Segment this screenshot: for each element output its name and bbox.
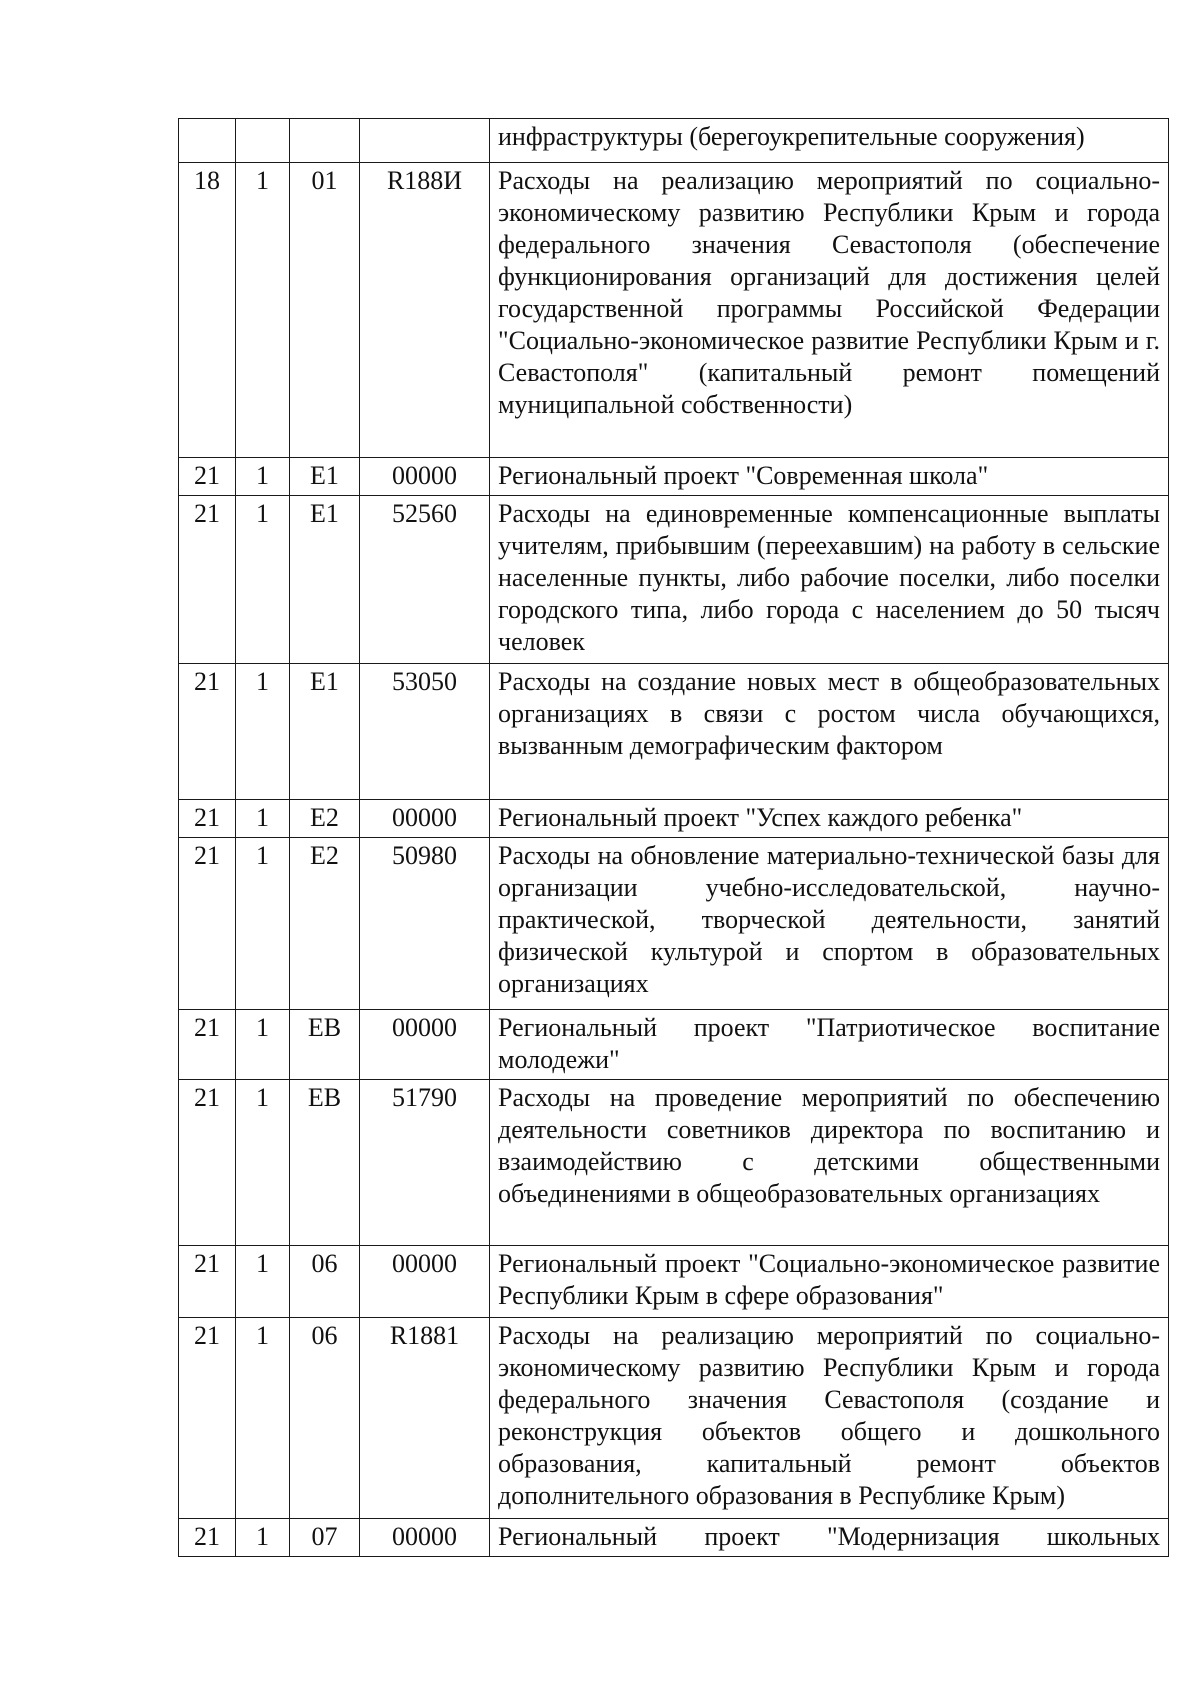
program-code: 18 — [179, 163, 236, 458]
program-code: 21 — [179, 458, 236, 496]
direction-code: E1 — [290, 458, 360, 496]
direction-code: 06 — [290, 1246, 360, 1318]
expense-description: Региональный проект "Успех каждого ребенка" — [490, 800, 1169, 838]
expense-code: R188И — [360, 163, 490, 458]
table-row — [179, 1318, 1169, 1519]
table-row — [179, 1010, 1169, 1080]
expense-description: Региональный проект "Современная школа" — [490, 458, 1169, 496]
program-code: 21 — [179, 664, 236, 800]
direction-code — [290, 119, 360, 163]
budget-classification-table — [178, 118, 1169, 1557]
subprogram-code: 1 — [236, 496, 290, 664]
direction-code: 07 — [290, 1519, 360, 1557]
expense-description: Расходы на создание новых мест в общеобразовательных организациях в связи с ростом числа обучающихся, вызванным демографическим фактором — [490, 664, 1169, 800]
subprogram-code: 1 — [236, 1519, 290, 1557]
expense-code: 00000 — [360, 800, 490, 838]
table-row — [179, 458, 1169, 496]
subprogram-code: 1 — [236, 1246, 290, 1318]
expense-code: 50980 — [360, 838, 490, 1010]
expense-code: 53050 — [360, 664, 490, 800]
table-row — [179, 496, 1169, 664]
document-page — [178, 118, 1168, 1557]
expense-code: 00000 — [360, 1519, 490, 1557]
program-code: 21 — [179, 1010, 236, 1080]
direction-code: E1 — [290, 496, 360, 664]
direction-code: 06 — [290, 1318, 360, 1519]
program-code: 21 — [179, 1318, 236, 1519]
expense-description: Расходы на реализацию мероприятий по социально-экономическому развитию Республики Крым и города федерального значения Севастополя (создание и реконструкция объектов общего и дошкольного образования, капитальный ремонт объектов дополнительного образования в Республике Крым) — [490, 1318, 1169, 1519]
program-code: 21 — [179, 1519, 236, 1557]
subprogram-code: 1 — [236, 1080, 290, 1246]
table-row — [179, 1080, 1169, 1246]
direction-code: EB — [290, 1010, 360, 1080]
direction-code: EB — [290, 1080, 360, 1246]
table-row — [179, 838, 1169, 1010]
expense-description: Региональный проект "Модернизация школьных — [490, 1519, 1169, 1557]
table-row — [179, 163, 1169, 458]
expense-code: 52560 — [360, 496, 490, 664]
subprogram-code: 1 — [236, 800, 290, 838]
table-row — [179, 119, 1169, 163]
subprogram-code: 1 — [236, 458, 290, 496]
expense-code: 00000 — [360, 1010, 490, 1080]
expense-description: Региональный проект "Патриотическое воспитание молодежи" — [490, 1010, 1169, 1080]
direction-code: E1 — [290, 664, 360, 800]
expense-description: Расходы на единовременные компенсационные выплаты учителям, прибывшим (переехавшим) на работу в сельские населенные пункты, либо рабочие поселки, либо поселки городского типа, либо города с населением до 50 тысяч человек — [490, 496, 1169, 664]
program-code: 21 — [179, 838, 236, 1010]
expense-description: Расходы на проведение мероприятий по обеспечению деятельности советников директора по воспитанию и взаимодействию с детскими общественными объединениями в общеобразовательных организациях — [490, 1080, 1169, 1246]
expense-code: 00000 — [360, 458, 490, 496]
subprogram-code: 1 — [236, 1010, 290, 1080]
expense-description: Расходы на реализацию мероприятий по социально-экономическому развитию Республики Крым и города федерального значения Севастополя (обеспечение функционирования организаций для достижения целей государственной программы Российской Федерации "Социально-экономическое развитие Республики Крым и г. Севастополя" (капитальный ремонт помещений муниципальной собственности) — [490, 163, 1169, 458]
expense-code: 51790 — [360, 1080, 490, 1246]
program-code — [179, 119, 236, 163]
table-row — [179, 1519, 1169, 1557]
direction-code: E2 — [290, 800, 360, 838]
program-code: 21 — [179, 1246, 236, 1318]
expense-description: инфраструктуры (берегоукрепительные сооружения) — [490, 119, 1169, 163]
expense-description: Расходы на обновление материально-технической базы для организации учебно-исследовательской, научно-практической, творческой деятельности, занятий физической культурой и спортом в образовательных организациях — [490, 838, 1169, 1010]
expense-code: 00000 — [360, 1246, 490, 1318]
subprogram-code: 1 — [236, 1318, 290, 1519]
program-code: 21 — [179, 800, 236, 838]
direction-code: 01 — [290, 163, 360, 458]
subprogram-code: 1 — [236, 163, 290, 458]
expense-code: R1881 — [360, 1318, 490, 1519]
expense-description: Региональный проект "Социально-экономическое развитие Республики Крым в сфере образования" — [490, 1246, 1169, 1318]
table-row — [179, 664, 1169, 800]
subprogram-code: 1 — [236, 838, 290, 1010]
direction-code: E2 — [290, 838, 360, 1010]
table-row — [179, 800, 1169, 838]
table-row — [179, 1246, 1169, 1318]
subprogram-code: 1 — [236, 664, 290, 800]
program-code: 21 — [179, 1080, 236, 1246]
subprogram-code — [236, 119, 290, 163]
expense-code — [360, 119, 490, 163]
program-code: 21 — [179, 496, 236, 664]
